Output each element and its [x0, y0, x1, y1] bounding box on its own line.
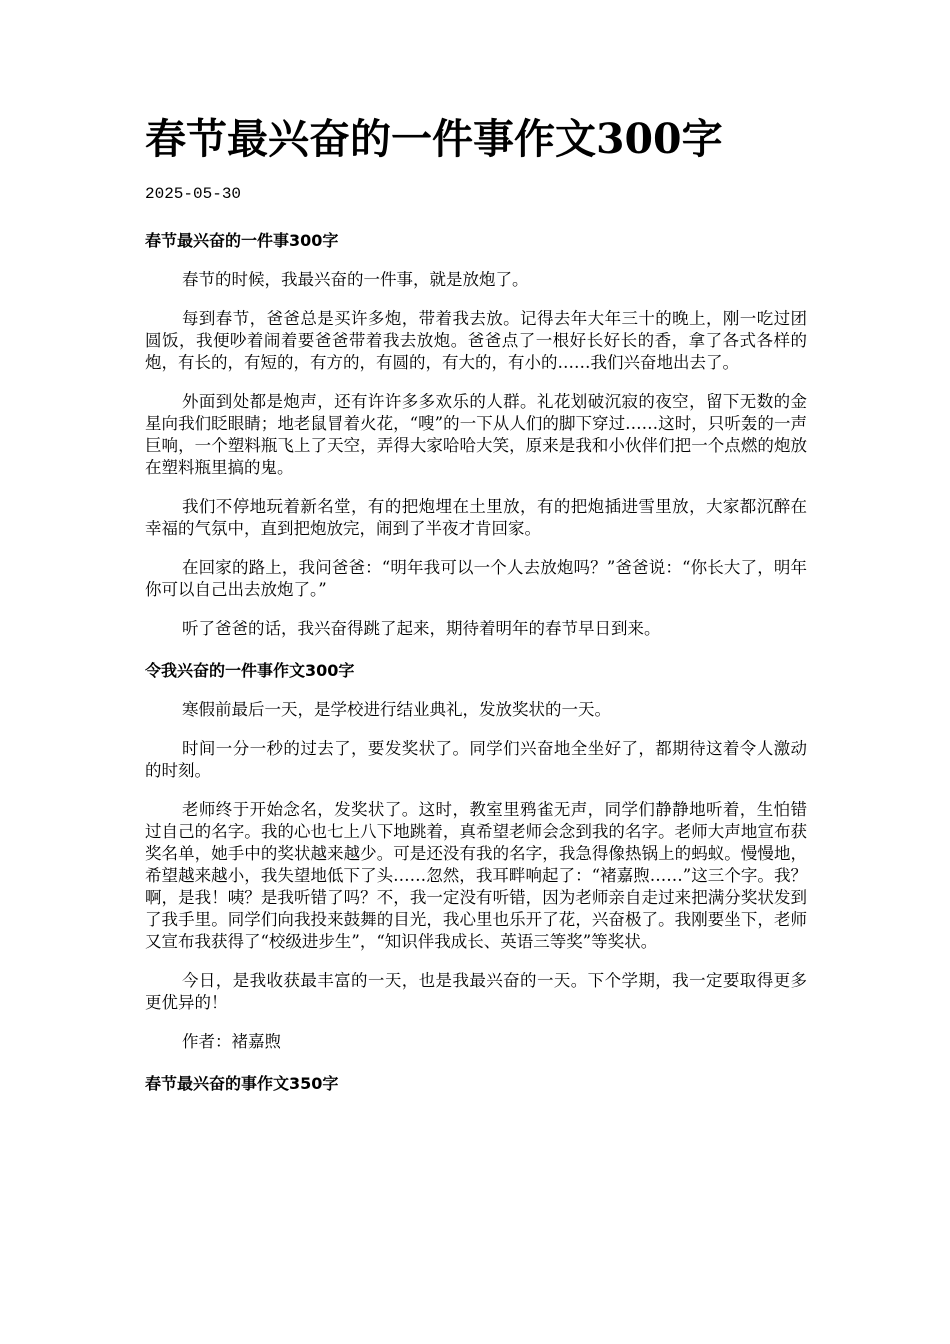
- section-3: [145, 1073, 807, 1095]
- paragraph: 老师终于开始念名，发奖状了。这时，教室里鸦雀无声，同学们静静地听着，生怕错过自己的名字。我的心也七上八下地跳着，真希望老师会念到我的名字。老师大声地宣布获奖名单，她手中的奖状越来越少。可是还没有我的名字，我急得像热锅上的蚂蚁。慢慢地，希望越来越小，我失望地低下了头……忽然，我耳畔响起了：“褚嘉煦……”这三个字。我？啊，是我！咦？是我听错了吗？不，我一定没有听错，因为老师亲自走过来把满分奖状发到了我手里。同学们向我投来鼓舞的目光，我心里也乐开了花，兴奋极了。我刚要坐下，老师又宣布我获得了“校级进步生”，“知识伴我成长、英语三等奖”等奖状。: [145, 800, 807, 951]
- paragraph: 今日，是我收获最丰富的一天，也是我最兴奋的一天。下个学期，我一定要取得更多更优异的！: [145, 971, 807, 1012]
- publish-date: 2025-05-30: [145, 185, 242, 203]
- paragraph: 春节的时候，我最兴奋的一件事，就是放炮了。: [182, 270, 529, 289]
- paragraph: 听了爸爸的话，我兴奋得跳了起来，期待着明年的春节早日到来。: [182, 619, 661, 638]
- paragraph: 在回家的路上，我问爸爸：“明年我可以一个人去放炮吗？”爸爸说：“你长大了，明年你可以自己出去放炮了。”: [145, 558, 807, 599]
- author-line: 作者：褚嘉煦: [182, 1032, 281, 1051]
- paragraph: 外面到处都是炮声，还有许许多多欢乐的人群。礼花划破沉寂的夜空，留下无数的金星向我们眨眼睛；地老鼠冒着火花，“嗖”的一下从人们的脚下穿过……这时，只听轰的一声巨响，一个塑料瓶飞上了天空，弄得大家哈哈大笑，原来是我和小伙伴们把一个点燃的炮放在塑料瓶里搞的鬼。: [145, 392, 807, 477]
- paragraph: 寒假前最后一天，是学校进行结业典礼，发放奖状的一天。: [182, 700, 611, 719]
- section-heading: 春节最兴奋的事作文350字: [145, 1074, 339, 1093]
- paragraph: 时间一分一秒的过去了，要发奖状了。同学们兴奋地全坐好了，都期待这着令人激动的时刻。: [145, 739, 807, 780]
- document-page: [145, 108, 807, 1095]
- section-heading: 令我兴奋的一件事作文300字: [145, 661, 355, 680]
- paragraph: 每到春节，爸爸总是买许多炮，带着我去放。记得去年大年三十的晚上，刚一吃过团圆饭，我便吵着闹着要爸爸带着我去放炮。爸爸点了一根好长好长的香，拿了各式各样的炮，有长的，有短的，有方的，有圆的，有大的，有小的……我们兴奋地出去了。: [145, 309, 807, 372]
- section-2: [145, 660, 807, 1053]
- paragraph: 我们不停地玩着新名堂，有的把炮埋在土里放，有的把炮插进雪里放，大家都沉醉在幸福的气氛中，直到把炮放完，闹到了半夜才肯回家。: [145, 497, 807, 538]
- section-heading: 春节最兴奋的一件事300字: [145, 231, 339, 250]
- section-1: [145, 230, 807, 640]
- document-title: 春节最兴奋的一件事作文300字: [145, 115, 723, 163]
